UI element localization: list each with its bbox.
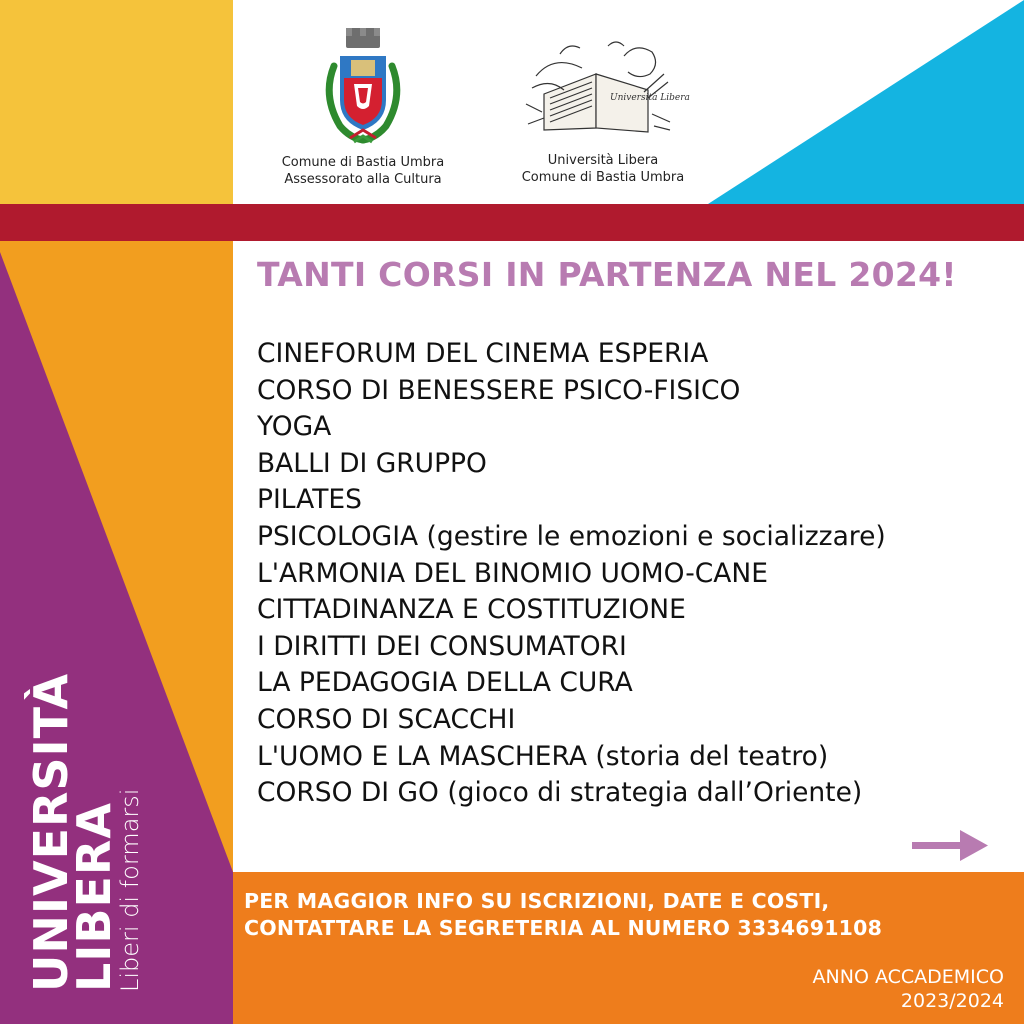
contact-info-line1: PER MAGGIOR INFO SU ISCRIZIONI, DATE E COSTI, xyxy=(244,889,830,913)
course-list xyxy=(257,336,886,812)
logo1-caption-line1: Comune di Bastia Umbra xyxy=(281,155,445,170)
course-item: CORSO DI SCACCHI xyxy=(257,703,516,735)
course-item: CITTADINANZA E COSTITUZIONE xyxy=(257,594,686,626)
course-item: LA PEDAGOGIA DELLA CURA xyxy=(257,667,633,699)
universita-libera-book-logo xyxy=(524,34,690,134)
side-title-line1: UNIVERSITÀ xyxy=(24,672,78,992)
course-item: L'ARMONIA DEL BINOMIO UOMO-CANE xyxy=(257,557,768,589)
course-item: I DIRITTI DEI CONSUMATORI xyxy=(257,630,627,662)
logo2-caption-line2: Comune di Bastia Umbra xyxy=(521,170,685,185)
course-item: CINEFORUM DEL CINEMA ESPERIA xyxy=(257,338,709,369)
book-logo-text: Università Libera xyxy=(610,93,690,103)
course-item: CORSO DI BENESSERE PSICO-FISICO xyxy=(257,374,741,406)
courses-heading: TANTI CORSI IN PARTENZA NEL 2024! xyxy=(257,255,957,294)
contact-info xyxy=(244,888,882,942)
course-item: PSICOLOGIA (gestire le emozioni e socializzare) xyxy=(257,520,886,552)
academic-year xyxy=(813,965,1004,1013)
logo2-caption xyxy=(493,152,713,186)
academic-year-label: ANNO ACCADEMICO xyxy=(812,966,1004,988)
yellow-corner-block xyxy=(0,0,233,204)
course-item: BALLI DI GRUPPO xyxy=(257,447,487,479)
course-item: YOGA xyxy=(257,411,332,443)
comune-coat-of-arms-logo xyxy=(318,26,408,148)
course-item: PILATES xyxy=(257,484,362,516)
academic-year-value: 2023/2024 xyxy=(900,990,1004,1012)
side-title-line2: LIBERA xyxy=(67,802,121,992)
contact-info-line2: CONTATTARE LA SEGRETERIA AL NUMERO 3334691108 xyxy=(244,916,883,940)
logo1-caption xyxy=(253,154,473,188)
logo2-caption-line1: Università Libera xyxy=(547,153,659,168)
course-item: L'UOMO E LA MASCHERA (storia del teatro) xyxy=(257,740,829,772)
red-band xyxy=(0,204,1024,241)
side-title xyxy=(24,672,121,992)
side-tagline: Liberi di formarsi xyxy=(116,788,144,992)
logo1-caption-line2: Assessorato alla Cultura xyxy=(284,172,442,187)
course-item: CORSO DI GO (gioco di strategia dall’Oriente) xyxy=(257,777,863,809)
